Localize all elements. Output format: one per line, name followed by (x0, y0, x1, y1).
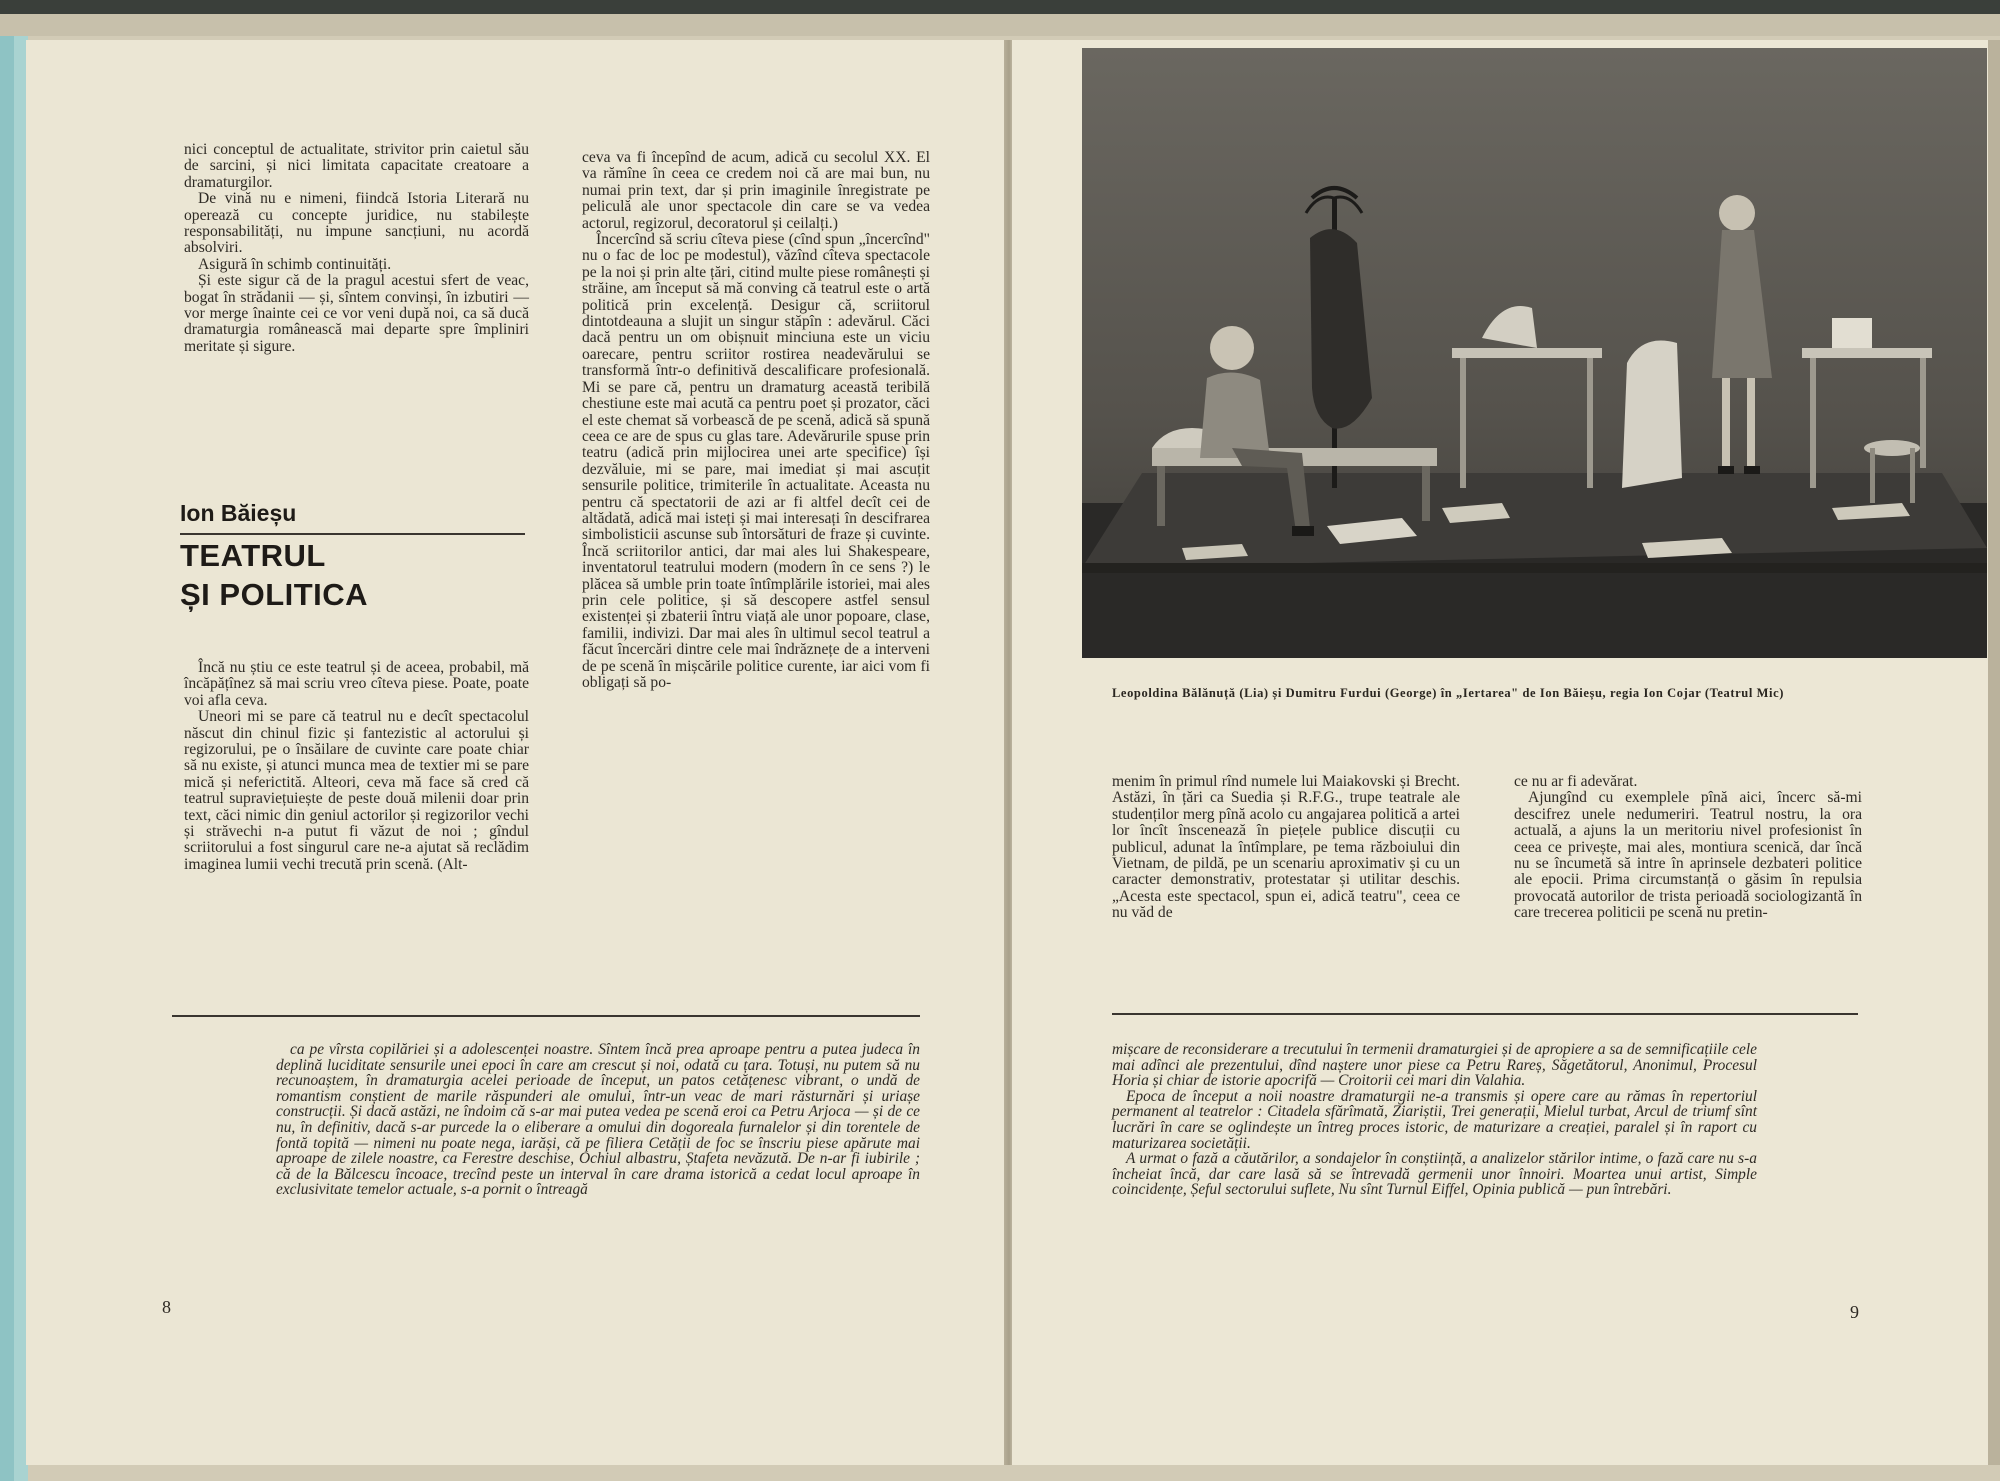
title-line-1: TEATRUL (180, 538, 326, 573)
page-number-left: 8 (162, 1297, 171, 1317)
title-line-2: ȘI POLITICA (180, 577, 369, 612)
right-cover-edge (1988, 40, 2000, 1465)
paragraph: Asigură în schimb continuități. (198, 255, 392, 273)
footnote-text: mișcare de reconsiderare a trecutului în termenii dramaturgiei și de apropiere a sa de semnificațiile cele mai adînci ale prezentului, dînd naștere unor piese ca Petru Rareș, Săgetătorul, Anonimul, Procesul Horia și chiar de istorie apocrifă — Croitorii cei mari din Valahia. (1112, 1041, 1757, 1090)
paragraph: Ajungînd cu exemplele pînă aici, încerc să-mi descifrez unele nedumeriri. Teatrul nostru, la ora actuală, a ajuns la un meritoriu nivel profesionist în ceea ce privește, mai ales, montiura scenică, dar încă nu se încumetă să intre în aprinsele dezbateri politice ale epocii. Prima circumstanță o găsim în repulsia provocată autorilor de trista perioadă sociologizantă în care trecerea politicii pe scenă nu pretin- (1514, 789, 1862, 922)
background-top (0, 0, 2000, 14)
title-rule (180, 533, 525, 535)
stage-photo (1082, 48, 1987, 658)
left-col2 (582, 150, 930, 691)
paragraph: Uneori mi se pare că teatrul nu e decît spectacolul născut din chinul fizic și fantezistic al actorului și regizorului, pe o însăilare de cuvinte care poate chiar să nu existe, și atunci munca mea de textier mi se pare mică și neferictită. Alteori, ceva mă face să cred că teatrul supraviețuiește de peste două milenii doar prin text, căci nimic din geniul actorilor și regizorilor vechi și străvechi n-a putut fi văzut de noi ; gîndul scriitorului a fost singurul care ne-a ajutat să reclădim imaginea lumii vechi trecută prin scenă. (Alt- (184, 708, 529, 873)
stage-photo-image (1082, 48, 1987, 658)
page-number-right: 9 (1850, 1302, 1859, 1322)
paragraph: menim în primul rînd numele lui Maiakovski și Brecht. Astăzi, în țări ca Suedia și R.F.G., trupe teatrale ale studenților merg pînă acolo cu angajarea politică a artei lor încît înscenează în piețele publice discuții cu publicul, adunat la întîmplare, pe tema războiului din Vietnam, de pildă, pe un scenariu aproximativ și cu un caracter demonstrativ, protestatar și utilitar deschis. „Acesta este spectacol, spun ei, adică teatru", ceea ce nu văd de (1112, 773, 1460, 922)
paragraph: Și este sigur că de la pragul acestui sfert de veac, bogat în strădanii — și, sîntem convinși, în izbutiri — vor merge înainte cei ce vor veni după noi, ca să ducă dramaturgia românească mai departe spre împliniri meritate și sigure. (184, 272, 529, 355)
article-author: Ion Băieșu (180, 500, 297, 526)
paragraph: De vină nu e nimeni, fiindcă Istoria Literară nu operează cu concepte juridice, nu stabilește responsabilități, nu impune sancțiuni, nu acordă absolviri. (184, 190, 529, 257)
right-footnote (1112, 1042, 1757, 1198)
footnote-text: ca pe vîrsta copilăriei și a adolescenței noastre. Sîntem încă prea aproape pentru a putea judeca în deplină luciditate sensurile unei epoci în care am crescut și noi, odată cu țara. Totuși, nu putem să nu recunoaștem, în dramaturgia acelei perioade de început, un patos cetățenesc vibrant, o undă de romantism conștient de marile răspunderi ale omului, într-un veac de mari răsturnări și uriașe construcții. Și dacă astăzi, ne îndoim că s-ar mai putea vedea pe scenă eroi ca Petru Arjoca — și de ce nu, în definitiv, dacă s-ar purcede la o eliberare a omului din dogoreala furnalelor și din torentele de fontă topită — nimeni nu poate nega, iarăși, că pe filiera Cetății de foc se înscriu piese apărute mai aproape de zilele noastre, ca Ferestre deschise, Ochiul albastru, Ștafeta nevăzută. De n-ar fi iubirile ; că de la Bălcescu încoace, trecînd peste un interval în care drama istorică a cedat locul aproape în exclusivitate temelor actuale, s-a pornit o întreagă (276, 1041, 920, 1199)
footnote-rule-left (172, 1015, 920, 1017)
right-col2 (1514, 774, 1862, 922)
left-col1-bottom (184, 660, 529, 873)
paragraph: Încercînd să scriu cîteva piese (cînd spun „încercînd" nu o fac de loc pe modestul), văzînd cîteva spectacole pe la noi și prin alte țări, citind multe piese românești și străine, am început să mă conving că teatrul este o artă politică prin excelență. Desigur că, scriitorul dintotdeauna a slujit un singur stăpîn : adevărul. Căci dacă pentru un om obișnuit minciuna este un viciu oarecare, pentru scriitor rostirea neadevărului se transformă într-o definitivă descalificare profesională. Mi se pare că, pentru un dramaturg această teribilă chestiune este mai acută ca pentru poet și prozator, căci el este chemat să vorbească de pe scenă, adică să spună ceea ce are de spus cu glas tare. Adevărurile spuse prin teatru (adică prin mijlocirea unei arte specifice) își dezvăluie, mi se pare, mai imediat și mai ascuțit sensurile politice, trimiterile în actualitate. Aceasta nu pentru că spectatorii de azi ar fi altfel decît cei de altădată, adică mai isteți și mai interesați în descifrarea simbolisticii ascunse sub întorsături de fraze și cuvinte. Încă scriitorilor antici, dar mai ales lui Shakespeare, inventatorul teatrului modern (modern în ce sens ?) le plăcea să umble prin toate întîmplările istoriei, mai ales prin cele politice, și să descopere astfel sensul existenței și zbaterii întru viață ale unor popoare, clase, familii, indivizi. Dar mai ales în ultimul secol teatrul a făcut încercări dintre cele mai îndrăznețe de a interveni de pe scenă în mișcările politice curente, iar aici vom fi obligați să po- (582, 231, 930, 691)
footnote-text: Epoca de început a noii noastre dramaturgii ne-a transmis și opere care au rămas în repertoriul permanent al teatrelor : Citadela sfărîmată, Ziariștii, Trei generații, Mielul turbat, Arcul de triumf sînt lucrări în care se oglindește un întreg proces istoric, de maturizare a creației, paralel și în raport cu maturizarea societății. (1112, 1087, 1757, 1152)
paragraph: Încă nu știu ce este teatrul și de aceea, probabil, mă încăpățînez să mai scriu vreo cîteva piese. Poate, poate voi afla ceva. (184, 659, 529, 709)
paragraph: ceva va fi începînd de acum, adică cu secolul XX. El va rămîne în ceea ce credem noi că are mai bun, nu numai prin text, dar și prin imaginile înregistrate pe peliculă ale unor spectacole din care se va vedea actorul, regizorul, decoratorul și ceilalți.) (582, 149, 930, 232)
left-footnote (276, 1042, 920, 1198)
photo-caption: Leopoldina Bălănuță (Lia) și Dumitru Furdui (George) în „Iertarea" de Ion Băieșu, regia Ion Cojar (Teatrul Mic) (1112, 686, 1785, 700)
footnote-text: A urmat o fază a căutărilor, a sondajelor în conștiință, a analizelor stărilor intime, o fază care nu s-a încheiat încă, dar care lasă să se întrevadă germenii unor înnoiri. Moartea unui artist, Simple coincidențe, Șeful sectorului suflete, Nu sînt Turnul Eiffel, Opinia publică — pun întrebări. (1112, 1150, 1757, 1199)
paragraph: nici conceptul de actualitate, strivitor prin caietul său de sarcini, și nici limitata capacitate creatoare a dramaturgilor. (184, 141, 529, 191)
footnote-rule-right (1112, 1013, 1858, 1015)
article-title (180, 536, 540, 614)
right-col1 (1112, 774, 1460, 922)
left-col1-top (184, 142, 529, 355)
paragraph: ce nu ar fi adevărat. (1514, 773, 1638, 790)
